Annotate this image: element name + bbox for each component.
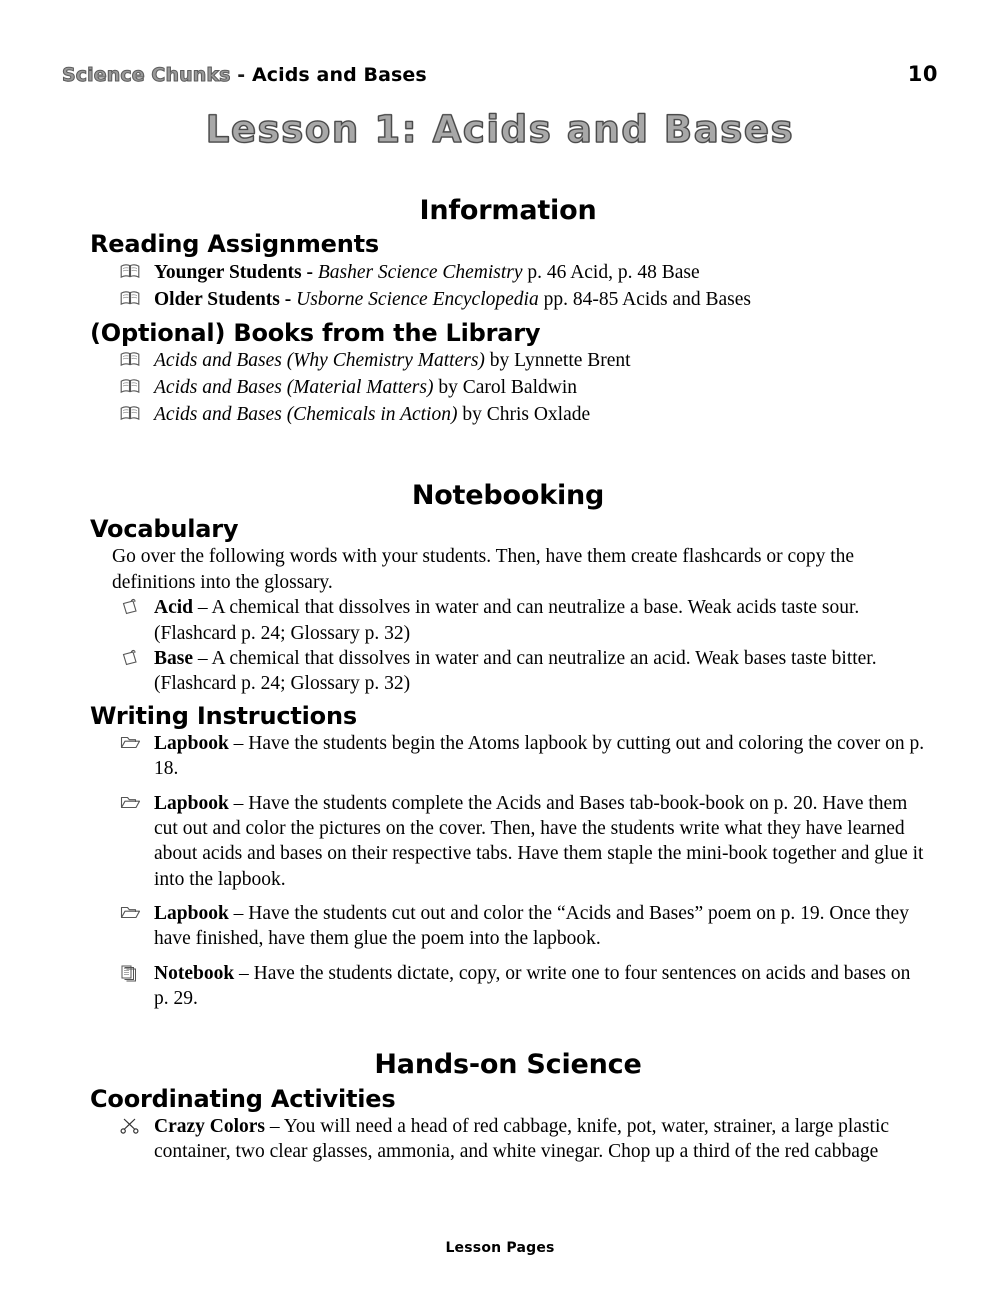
vocabulary-list <box>90 595 926 696</box>
list-item <box>120 901 926 952</box>
vocabulary-intro: Go over the following words with your students. Then, have them create flashcards or copy the definitions into the glossary. <box>112 546 855 593</box>
instruction-term: Lapbook <box>154 903 229 924</box>
page-number: 10 <box>907 62 938 86</box>
vocabulary-definition: A chemical that dissolves in water and can neutralize a base. Weak acids taste sour. (Flashcard p. 24; Glossary p. 32) <box>154 597 860 644</box>
running-header <box>62 62 938 86</box>
open-book-icon <box>120 263 154 287</box>
section-heading-hands-on-science: Hands-on Science <box>374 1049 642 1081</box>
subsection-heading-writing-instructions: Writing Instructions <box>90 701 357 730</box>
open-folder-icon <box>120 794 154 818</box>
instruction-text: Have the students dictate, copy, or write one to four sentences on acids and bases on p. 29. <box>154 962 911 1010</box>
instruction-dash: – <box>228 903 249 924</box>
list-item <box>120 961 926 1012</box>
library-book-author: by Chris Oxlade <box>457 403 591 425</box>
instruction-dash: – <box>228 732 249 754</box>
list-item-text <box>154 791 926 892</box>
subsection-heading-vocabulary: Vocabulary <box>90 515 239 544</box>
note-card-icon <box>120 649 154 673</box>
instruction-term: Notebook <box>154 962 235 984</box>
list-item-text <box>154 375 926 400</box>
page-footer: Lesson Pages <box>445 1240 555 1256</box>
subsection-heading-reading-assignments: Reading Assignments <box>90 230 379 259</box>
note-card-icon <box>120 598 154 622</box>
list-item <box>120 1114 926 1165</box>
lesson-title: Lesson 1: Acids and Bases <box>205 108 795 151</box>
library-book-author: by Lynnette Brent <box>484 349 631 371</box>
list-item <box>120 260 926 287</box>
instruction-text: Have the students cut out and color the “Acids and Bases” poem on p. 19. Once they have finished, have them glue the poem into the lapbook. <box>154 903 909 950</box>
reading-detail: p. 46 Acid, p. 48 Base <box>522 261 700 283</box>
list-item-text <box>154 260 926 285</box>
reading-dash: - <box>279 288 297 310</box>
list-item-text <box>154 646 926 697</box>
library-book-title: Acids and Bases (Why Chemistry Matters) <box>154 349 485 371</box>
reading-book-title: Basher Science Chemistry <box>317 261 523 283</box>
list-item <box>120 402 926 429</box>
list-item-text <box>154 287 926 312</box>
open-folder-icon <box>120 904 154 928</box>
list-item <box>120 595 926 646</box>
activity-dash: – <box>265 1115 284 1137</box>
instruction-dash: – <box>228 792 249 814</box>
vocabulary-dash: – <box>193 597 212 619</box>
list-item-text <box>154 348 926 373</box>
running-header-title <box>62 64 427 86</box>
reading-book-title: Usborne Science Encyclopedia <box>296 288 539 310</box>
open-folder-icon <box>120 734 154 758</box>
open-book-icon <box>120 378 154 402</box>
coordinating-activities-list <box>90 1114 926 1165</box>
section-heading-notebooking: Notebooking <box>411 479 605 511</box>
list-item <box>120 646 926 697</box>
library-book-title: Acids and Bases (Material Matters) <box>154 376 434 398</box>
open-book-icon <box>120 290 154 314</box>
writing-instructions-list <box>90 731 926 1011</box>
section-spacer <box>90 1020 926 1050</box>
instruction-term: Lapbook <box>154 732 229 754</box>
instruction-text: Have the students complete the Acids and Bases tab-book-book on p. 20. Have them cut out and color the pictures on the cover. Then, have the students write what they have learned about acids and bases on their respective tabs. Have them staple the mini-book together and glue it into the lapbook. <box>154 792 924 890</box>
brand-name: Science Chunks <box>62 64 231 86</box>
reading-label: Younger Students <box>154 261 302 283</box>
unit-title: Acids and Bases <box>251 64 427 86</box>
list-item <box>120 375 926 402</box>
header-separator: - <box>230 64 252 86</box>
vocabulary-dash: – <box>193 647 212 669</box>
reading-dash: - <box>301 261 318 283</box>
instruction-term: Lapbook <box>154 792 229 814</box>
list-item <box>120 287 926 314</box>
list-item-text <box>154 961 926 1012</box>
reading-detail: pp. 84-85 Acids and Bases <box>538 288 752 310</box>
vocabulary-definition: A chemical that dissolves in water and can neutralize an acid. Weak bases taste bitter. (Flashcard p. 24; Glossary p. 32) <box>154 647 877 695</box>
list-item <box>120 791 926 892</box>
subsection-heading-coordinating-activities: Coordinating Activities <box>90 1084 396 1113</box>
library-book-author: by Carol Baldwin <box>433 376 577 398</box>
vocabulary-term: Base <box>154 647 193 669</box>
instruction-text: Have the students begin the Atoms lapbook by cutting out and coloring the cover on p. 18. <box>154 732 925 780</box>
activity-text: You will need a head of red cabbage, knife, pot, water, strainer, a large plastic container, two clear glasses, ammonia, and white vinegar. Chop up a third of the red cabbage <box>154 1115 890 1163</box>
list-item <box>120 348 926 375</box>
list-item-text <box>154 1114 926 1165</box>
stacked-pages-icon <box>120 964 154 988</box>
library-books-list <box>90 348 926 429</box>
section-heading-information: Information <box>419 195 597 226</box>
list-item <box>120 731 926 782</box>
list-item-text <box>154 901 926 952</box>
instruction-dash: – <box>234 962 254 984</box>
page-content <box>90 196 926 1165</box>
list-item-text <box>154 402 926 427</box>
library-book-title: Acids and Bases (Chemicals in Action) <box>154 403 458 425</box>
activity-term: Crazy Colors <box>154 1115 266 1137</box>
scissors-icon <box>120 1117 154 1141</box>
reading-assignments-list <box>90 260 926 314</box>
reading-label: Older Students <box>154 288 280 310</box>
open-book-icon <box>120 405 154 429</box>
section-spacer <box>90 429 926 481</box>
open-book-icon <box>120 351 154 375</box>
list-item-text <box>154 595 926 646</box>
list-item-text <box>154 731 926 782</box>
vocabulary-term: Acid <box>154 597 193 619</box>
subsection-heading-library-books: (Optional) Books from the Library <box>90 318 541 347</box>
